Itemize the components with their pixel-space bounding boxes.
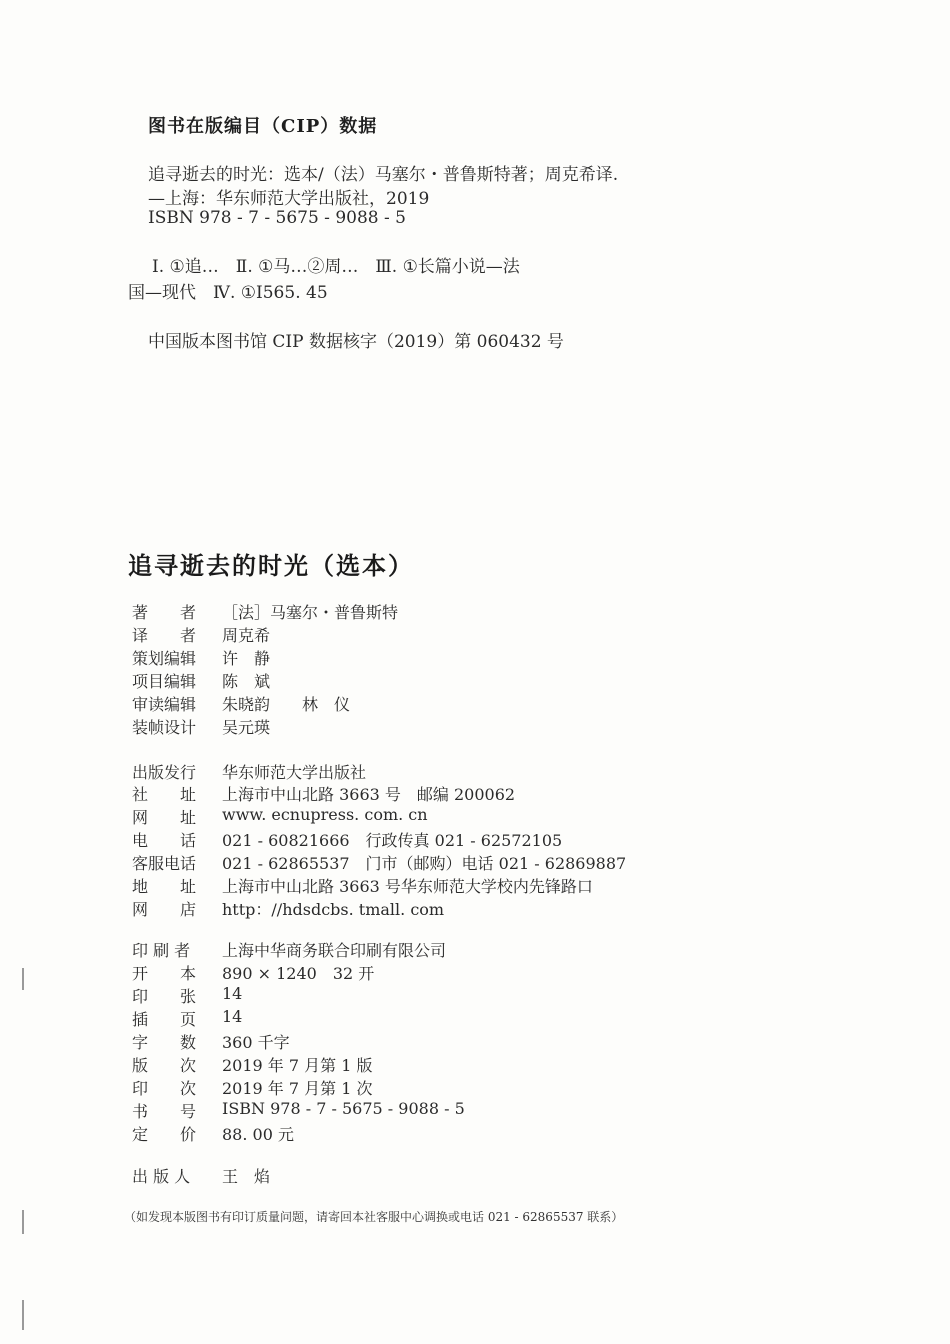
printing-label: 印 刷 者 — [132, 941, 191, 960]
credit-row — [132, 669, 270, 692]
credit-value: 吴元瑛 — [222, 718, 271, 737]
credit-label: 项目编辑 — [132, 672, 197, 691]
publisher-row — [132, 782, 515, 805]
book-title: 追寻逝去的时光（选本） — [128, 551, 414, 580]
quality-notice: （如发现本版图书有印订质量问题，请寄回本社客服中心调换或电话 021 - 62865537 联系） — [124, 1210, 624, 1224]
printing-label: 开 本 — [132, 964, 197, 983]
cip-classification-2: 国—现代 Ⅳ. ①I565. 45 — [128, 283, 328, 303]
publisher-value: www. ecnupress. com. cn — [222, 805, 428, 824]
cip-line-2: —上海：华东师范大学出版社，2019 — [148, 189, 430, 209]
printing-value: 890 × 1240 32 开 — [222, 964, 375, 983]
credit-label: 策划编辑 — [132, 649, 197, 668]
printing-row — [132, 1122, 294, 1145]
printing-row — [132, 984, 242, 1007]
publisher-row — [132, 851, 626, 874]
publisher-value: 021 - 62865537 门市（邮购）电话 021 - 62869887 — [222, 854, 627, 873]
publisher-value: 上海市中山北路 3663 号 邮编 200062 — [222, 785, 516, 804]
printing-label: 字 数 — [132, 1033, 197, 1052]
scan-edge-mark — [22, 1210, 24, 1234]
credit-row — [132, 646, 270, 669]
printing-row — [132, 961, 374, 984]
printing-value: 上海中华商务联合印刷有限公司 — [222, 941, 447, 960]
publisher-value: 021 - 60821666 行政传真 021 - 62572105 — [222, 831, 563, 850]
publisher-label: 客服电话 — [132, 854, 197, 873]
printing-row — [132, 1030, 290, 1053]
publisher-person-row — [132, 1164, 270, 1187]
publisher-row — [132, 828, 562, 851]
credit-row — [132, 623, 270, 646]
printing-row — [132, 1076, 373, 1099]
credit-label: 著 者 — [132, 603, 197, 622]
printing-label: 定 价 — [132, 1125, 197, 1144]
printing-value: ISBN 978 - 7 - 5675 - 9088 - 5 — [222, 1099, 465, 1118]
printing-label: 印 次 — [132, 1079, 197, 1098]
scan-edge-mark — [22, 968, 24, 990]
credit-value: 许 静 — [222, 649, 271, 668]
printing-value: 14 — [222, 984, 243, 1003]
credit-row — [132, 600, 398, 623]
printing-value: 2019 年 7 月第 1 版 — [222, 1056, 373, 1075]
publisher-label: 网 店 — [132, 900, 197, 919]
printing-label: 插 页 — [132, 1010, 197, 1029]
publisher-value: 上海市中山北路 3663 号华东师范大学校内先锋路口 — [222, 877, 593, 896]
scan-edge-mark — [22, 1300, 24, 1330]
publisher-label: 电 话 — [132, 831, 197, 850]
printing-label: 版 次 — [132, 1056, 197, 1075]
credit-value: ［法］马塞尔・普鲁斯特 — [222, 603, 399, 622]
cip-approval-number: 中国版本图书馆 CIP 数据核字（2019）第 060432 号 — [148, 332, 564, 352]
publisher-row — [132, 897, 444, 920]
publisher-person-label: 出 版 人 — [132, 1167, 191, 1186]
printing-row — [132, 1053, 373, 1076]
publisher-value: http：//hdsdcbs. tmall. com — [222, 900, 445, 919]
printing-row — [132, 1007, 242, 1030]
credit-value: 朱晓韵 林 仪 — [222, 695, 351, 714]
printing-row — [132, 1099, 465, 1122]
credit-value: 陈 斌 — [222, 672, 271, 691]
cip-isbn: ISBN 978 - 7 - 5675 - 9088 - 5 — [148, 208, 406, 228]
cip-line-1: 追寻逝去的时光：选本/（法）马塞尔・普鲁斯特著；周克希译. — [148, 165, 619, 185]
printing-label: 书 号 — [132, 1102, 197, 1121]
publisher-label: 社 址 — [132, 785, 197, 804]
cip-classification-1: Ⅰ. ①追… Ⅱ. ①马…②周… Ⅲ. ①长篇小说—法 — [152, 257, 520, 277]
credit-label: 审读编辑 — [132, 695, 197, 714]
credit-row — [132, 715, 270, 738]
publisher-value: 华东师范大学出版社 — [222, 763, 367, 782]
credit-label: 装帧设计 — [132, 718, 197, 737]
publisher-row — [132, 805, 428, 828]
printing-value: 14 — [222, 1007, 243, 1026]
printing-value: 2019 年 7 月第 1 次 — [222, 1079, 373, 1098]
publisher-label: 出版发行 — [132, 763, 197, 782]
credit-label: 译 者 — [132, 626, 197, 645]
publisher-label: 地 址 — [132, 877, 197, 896]
printing-value: 360 千字 — [222, 1033, 290, 1052]
credit-value: 周克希 — [222, 626, 271, 645]
printing-value: 88. 00 元 — [222, 1125, 294, 1144]
publisher-row — [132, 760, 366, 783]
cip-title: 图书在版编目（CIP）数据 — [148, 116, 378, 137]
publisher-row — [132, 874, 593, 897]
printing-row — [132, 938, 446, 961]
publisher-person-value: 王 焰 — [222, 1167, 271, 1186]
publisher-label: 网 址 — [132, 808, 197, 827]
credit-row — [132, 692, 350, 715]
printing-label: 印 张 — [132, 987, 197, 1006]
